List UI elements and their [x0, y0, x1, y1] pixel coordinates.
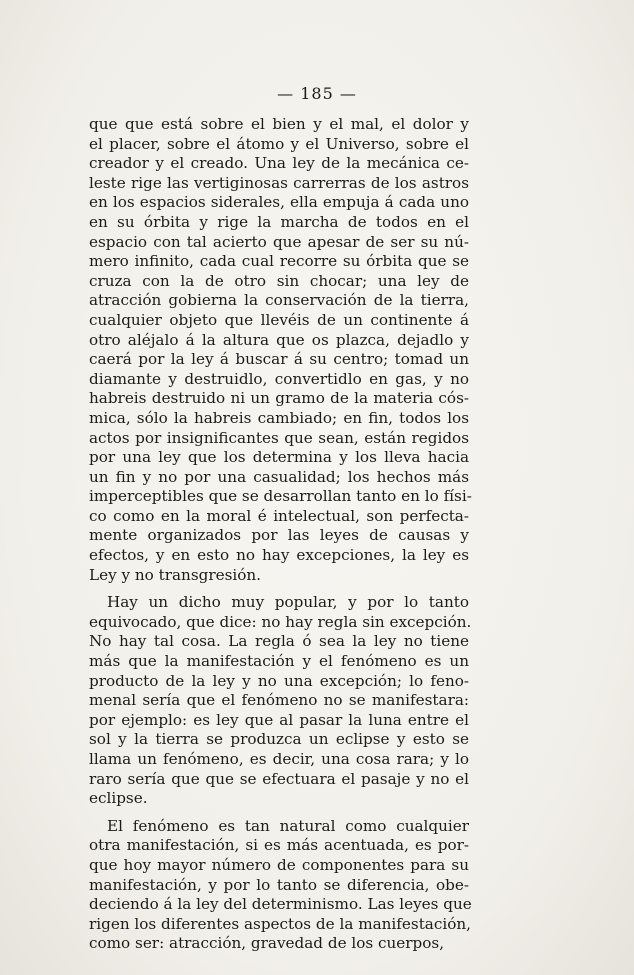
- paragraph-2: [89, 593, 472, 809]
- text-line: cruza con la de otro sin chocar; una ley de: [89, 271, 469, 290]
- text-line: en los espacios siderales, ella empuja á cada uno: [89, 193, 469, 212]
- text-line: rigen los diferentes aspectos de la manifestación,: [89, 914, 471, 933]
- text-line: atracción gobierna la conservación de la tierra,: [89, 291, 469, 310]
- text-line: en su órbita y rige la marcha de todos en el: [89, 212, 469, 231]
- text-line: otro aléjalo á la altura que os plazca, dejadlo y: [89, 330, 469, 349]
- text-line: que hoy mayor número de componentes para su: [89, 855, 469, 874]
- text-line: imperceptibles que se desarrollan tanto en lo físi-: [89, 487, 472, 506]
- text-line: Hay un dicho muy popular, y por lo tanto: [107, 593, 469, 612]
- text-line: el placer, sobre el átomo y el Universo, sobre el: [89, 134, 469, 153]
- text-line: eclipse.: [89, 789, 148, 808]
- text-line: efectos, y en esto no hay excepciones, la ley es: [89, 546, 469, 565]
- text-line: por ejemplo: es ley que al pasar la luna entre el: [89, 710, 469, 729]
- paragraph-1: [89, 115, 472, 585]
- text-line: creador y el creado. Una ley de la mecánica ce-: [89, 154, 469, 173]
- text-line: habreis destruido ni un gramo de la materia cós-: [89, 389, 469, 408]
- text-line: más que la manifestación y el fenómeno es un: [89, 652, 469, 671]
- text-line: actos por insignificantes que sean, están regidos: [89, 428, 469, 447]
- paragraph-3: [89, 816, 472, 954]
- text-line: Ley y no transgresión.: [89, 565, 262, 584]
- text-line: co como en la moral é intelectual, son perfecta-: [89, 506, 469, 525]
- text-line: que que está sobre el bien y el mal, el dolor y: [89, 115, 469, 133]
- text-line: cualquier objeto que llevéis de un continente á: [89, 310, 469, 329]
- text-line: raro sería que que se efectuara el pasaje y no el: [89, 769, 469, 788]
- text-line: No hay tal cosa. La regla ó sea la ley no tiene: [89, 632, 469, 651]
- text-line: mente organizados por las leyes de causas y: [89, 526, 469, 545]
- text-line: deciendo á la ley del determinismo. Las leyes que: [89, 895, 472, 914]
- text-line: menal sería que el fenómeno no se manifestara:: [89, 691, 469, 710]
- text-line: equivocado, que dice: no hay regla sin excepción.: [89, 612, 472, 631]
- text-line: diamante y destruidlo, convertidlo en gas, y no: [89, 369, 469, 388]
- text-line: mica, sólo la habreis cambiado; en fin, todos los: [89, 408, 469, 427]
- text-line: producto de la ley y no una excepción; lo feno-: [89, 671, 469, 690]
- text-line: leste rige las vertiginosas carrerras de los astros: [89, 173, 469, 192]
- text-line: sol y la tierra se produzca un eclipse y esto se: [89, 730, 469, 749]
- text-line: El fenómeno es tan natural como cualquier: [107, 816, 469, 835]
- text-line: por una ley que los determina y los lleva hacia: [89, 448, 469, 467]
- text-line: otra manifestación, si es más acentuada, es por-: [89, 836, 469, 855]
- text-line: manifestación, y por lo tanto se diferencia, obe-: [89, 875, 469, 894]
- text-line: un fin y no por una casualidad; los hechos más: [89, 467, 469, 486]
- text-line: espacio con tal acierto que apesar de ser su nú-: [89, 232, 469, 251]
- page-number: — 185 —: [277, 84, 357, 103]
- text-line: caerá por la ley á buscar á su centro; tomad un: [89, 350, 469, 369]
- text-line: mero infinito, cada cual recorre su órbita que se: [89, 252, 469, 271]
- body-text: [89, 115, 472, 954]
- text-line: llama un fenómeno, es decir, una cosa rara; y lo: [89, 750, 469, 768]
- text-line: como ser: atracción, gravedad de los cuerpos,: [89, 934, 445, 953]
